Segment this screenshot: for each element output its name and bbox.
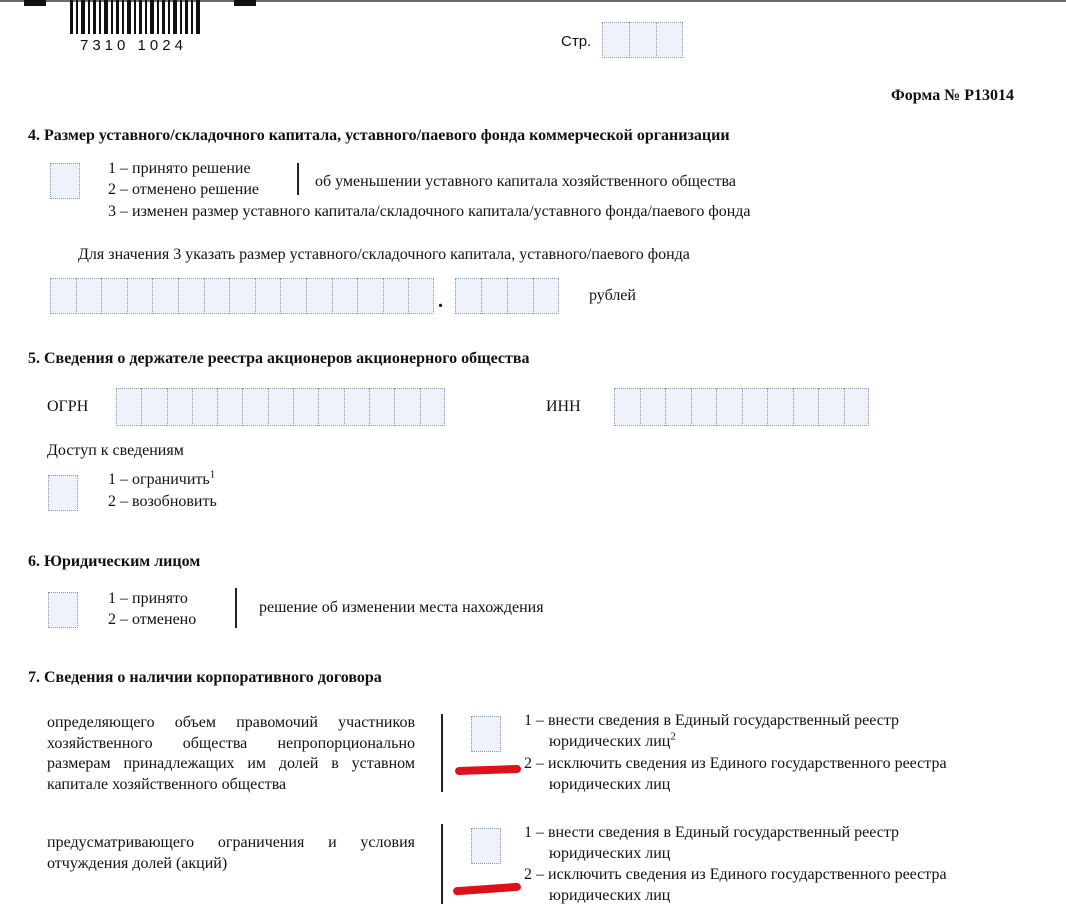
s5-option-2: 2 – возобновить <box>108 493 217 510</box>
s5-access-box[interactable] <box>48 475 78 511</box>
s7-block2-text: предусматривающего ограничения и условия отчуждения долей (акций) <box>47 834 415 872</box>
barcode-number: 7310 1024 <box>80 37 187 54</box>
ogrn-field[interactable] <box>116 388 445 426</box>
s7-block2-opt1-line1: 1 – внести сведения в Единый государственный реестр <box>524 824 900 841</box>
block-divider <box>441 714 443 792</box>
footnote-marker: 1 <box>209 468 216 481</box>
page-label: Стр. <box>561 33 592 50</box>
s7-block2-opt2-line2: юридических лиц <box>549 887 671 904</box>
ogrn-label: ОГРН <box>47 398 89 415</box>
s6-option-suffix: решение об изменении места нахождения <box>259 599 544 616</box>
s7-block1-opt1-line1: 1 – внести сведения в Единый государственный реестр <box>524 712 900 729</box>
corner-marker <box>234 0 256 6</box>
brace-divider <box>235 588 237 628</box>
red-marker-stroke <box>455 765 521 775</box>
red-marker-stroke <box>453 883 521 896</box>
page-number-field[interactable] <box>602 22 683 58</box>
section-7-title: 7. Сведения о наличии корпоративного договора <box>28 669 382 686</box>
s4-option-3: 3 – изменен размер уставного капитала/складочного капитала/уставного фонда/паевого фонда <box>108 203 751 220</box>
s7-block1-opt1-line2: юридических лиц$^2$ <box>549 730 676 750</box>
s7-block1-opt2-line2: юридических лиц <box>549 776 671 793</box>
block-divider <box>441 824 443 904</box>
footnote-marker: 2 <box>670 730 676 743</box>
s4-note: Для значения 3 указать размер уставного/складочного капитала, уставного/паевого фонда <box>78 246 690 263</box>
unit-label: рублей <box>589 287 636 304</box>
capital-kopeks-field[interactable] <box>455 278 559 314</box>
s7-block1-text: определяющего объем правомочий участников хозяйственного общества непропорционально размерам принадлежащих им долей в уставном капитале хозяйственного общества <box>47 714 415 793</box>
s7-block2-opt1-line2: юридических лиц <box>549 845 671 862</box>
capital-amount-field[interactable] <box>50 278 434 314</box>
s7-block2-box[interactable] <box>471 828 501 864</box>
s6-option-2: 2 – отменено <box>108 611 197 628</box>
s6-choice-box[interactable] <box>48 592 78 628</box>
s7-block2-opt2-line1: 2 – исключить сведения из Единого государственного реестра <box>524 866 947 883</box>
section-6-title: 6. Юридическим лицом <box>28 553 201 570</box>
form-label: Форма № Р13014 <box>891 87 1015 104</box>
corner-marker <box>24 0 46 6</box>
section-5-title: 5. Сведения о держателе реестра акционеров акционерного общества <box>28 350 530 367</box>
s7-block1-opt2-line1: 2 – исключить сведения из Единого государственного реестра <box>524 755 947 772</box>
s5-option-1: 1 – ограничить$^1$ <box>108 468 216 488</box>
access-label: Доступ к сведениям <box>47 442 184 459</box>
s4-choice-box[interactable] <box>50 163 80 199</box>
s4-option-1: 1 – принято решение <box>108 160 251 177</box>
s6-option-1: 1 – принято <box>108 590 188 607</box>
section-4-title: 4. Размер уставного/складочного капитала, уставного/паевого фонда коммерческой организации <box>28 127 730 144</box>
barcode <box>66 0 206 38</box>
inn-label: ИНН <box>546 398 581 415</box>
decimal-dot: . <box>438 290 443 312</box>
s7-block1-box[interactable] <box>471 716 501 752</box>
brace-divider <box>297 163 299 195</box>
s4-option-2: 2 – отменено решение <box>108 181 259 198</box>
s4-option-suffix: об уменьшении уставного капитала хозяйственного общества <box>315 173 736 190</box>
inn-field[interactable] <box>614 388 869 426</box>
